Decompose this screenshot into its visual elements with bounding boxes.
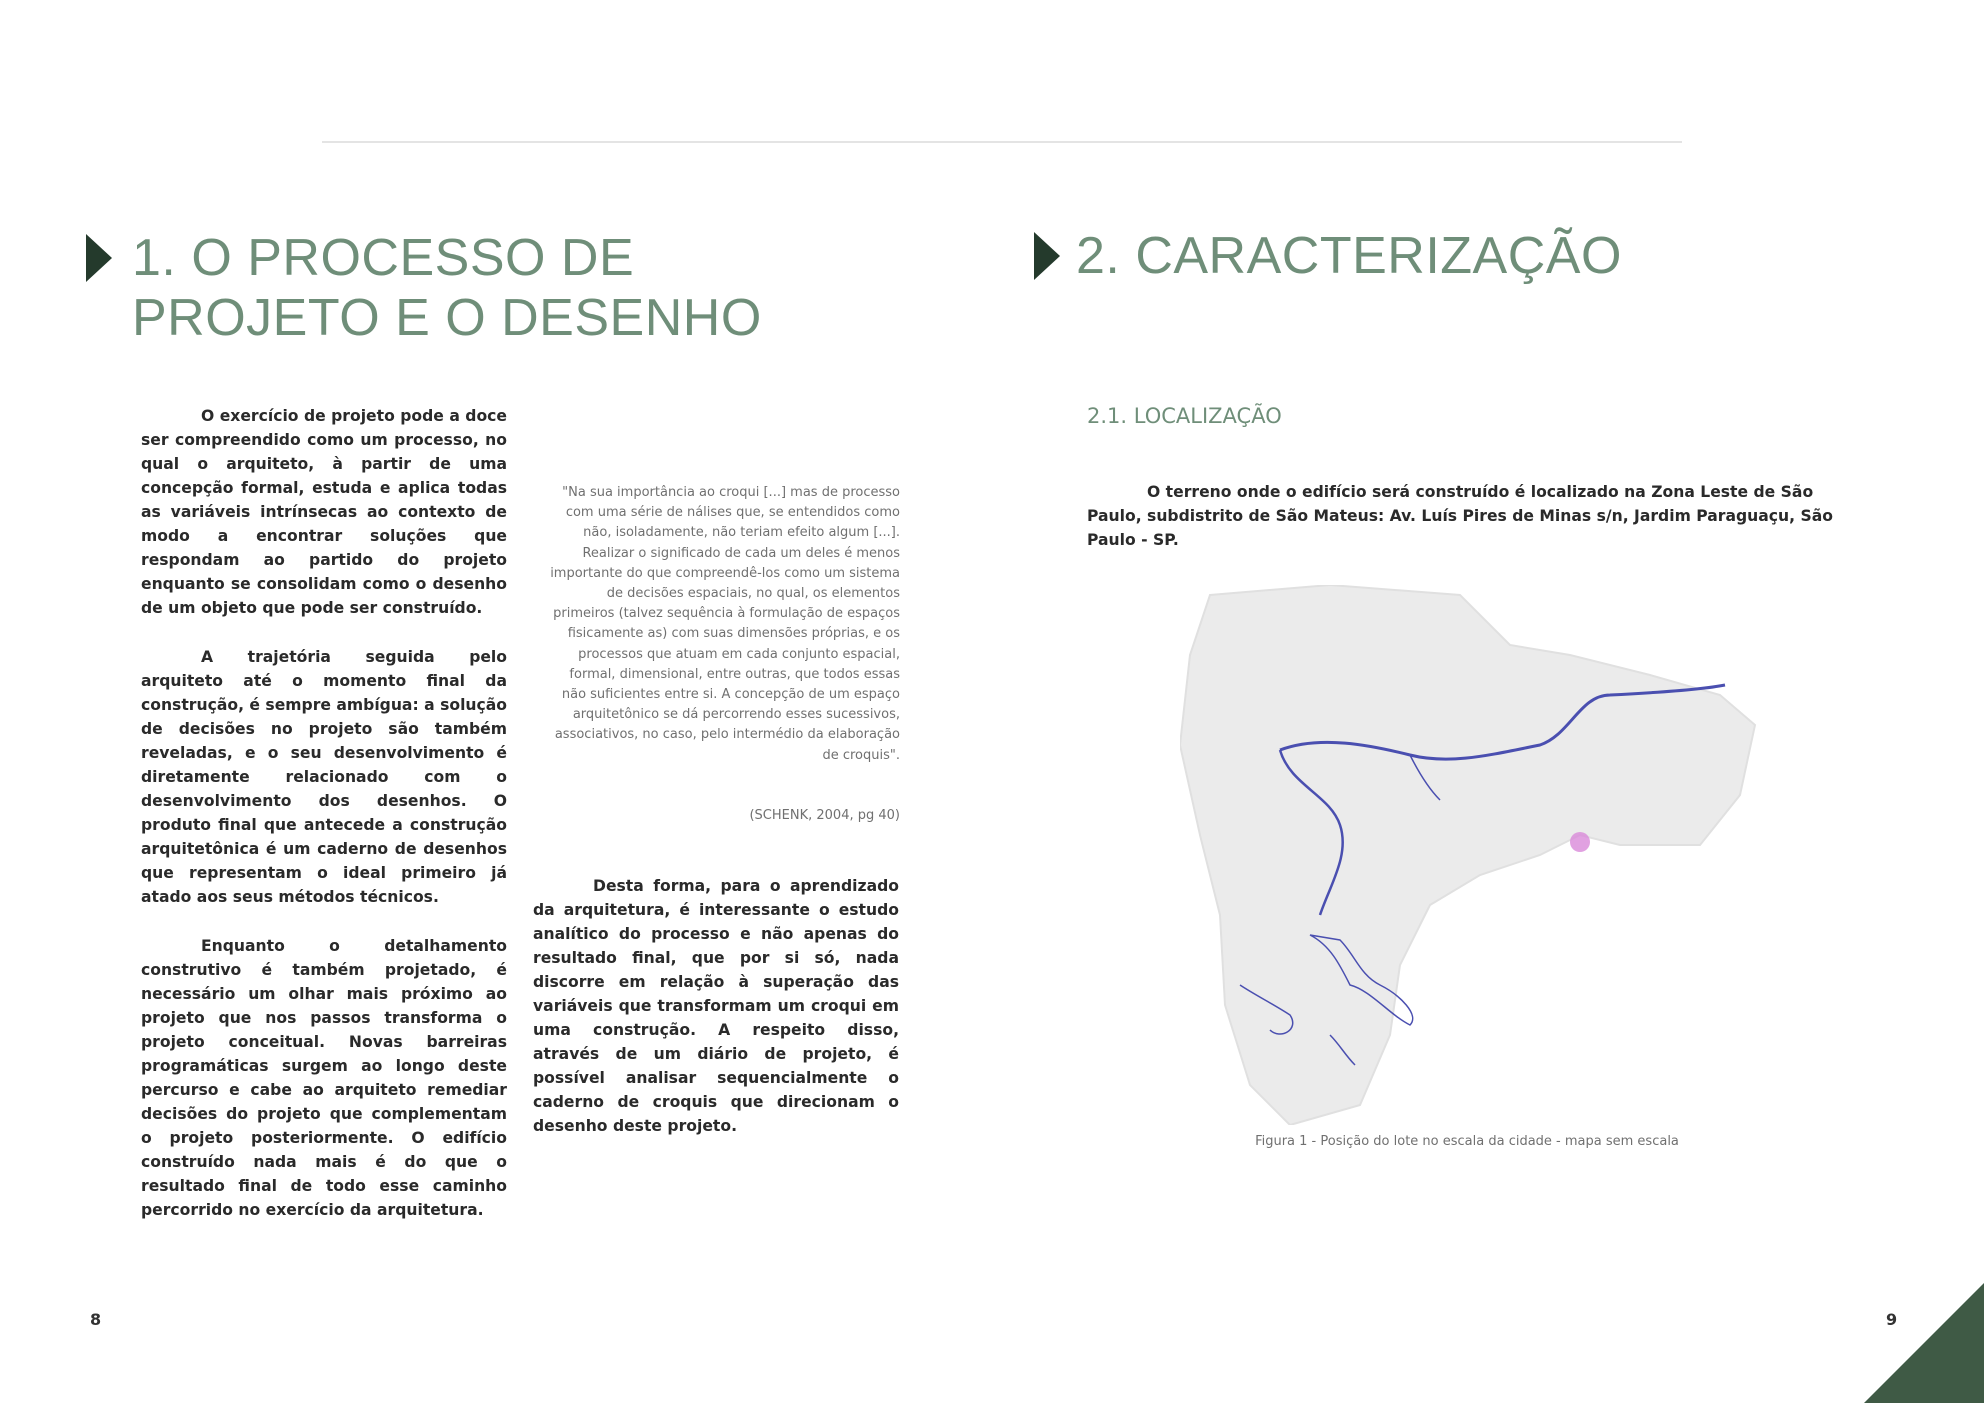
section-marker-icon xyxy=(86,234,112,282)
page-number-left: 8 xyxy=(90,1310,102,1329)
section-marker-icon xyxy=(1034,232,1060,280)
section-title-1-line2: PROJETO E O DESENHO xyxy=(132,289,762,347)
corner-decoration xyxy=(1864,1283,1984,1403)
body-paragraph: O exercício de projeto pode a doce ser compreendido como um processo, no qual o arquiteto, à partir de uma concepção formal, estuda e aplica todas as variáveis intrínsecas ao contexto de modo a encontrar soluções que respondam ao partido do projeto enquanto se consolidam como o desenho de um objeto que pode ser construído. xyxy=(141,407,507,617)
site-marker xyxy=(1570,832,1590,852)
city-map-land xyxy=(1180,585,1755,1125)
section-title-2: 2. CARACTERIZAÇÃO xyxy=(1076,227,1622,285)
body-paragraph: Enquanto o detalhamento construtivo é também projetado, é necessário um olhar mais próximo ao projeto que nos passos transforma o projeto conceitual. Novas barreiras programáticas surgem ao longo deste percurso e cabe ao arquiteto remediar decisões do projeto que complementam o projeto posteriormente. O edifício construído nada mais é do que o resultado final de todo esse caminho percorrido no exercício da arquitetura. xyxy=(141,937,507,1219)
figure-caption: Figura 1 - Posição do lote no escala da cidade - mapa sem escala xyxy=(1255,1134,1679,1149)
quote-citation: (SCHENK, 2004, pg 40) xyxy=(749,808,900,823)
body-paragraph: Desta forma, para o aprendizado da arquitetura, é interessante o estudo analítico do processo e não apenas do resultado final, que por si só, nada discorre em relação à superação das variáveis que transformam um croqui em uma construção. A respeito disso, através de um diário de projeto, é possível analisar sequencialmente o caderno de croquis que direcionam o desenho deste projeto. xyxy=(533,877,899,1135)
location-paragraph: O terreno onde o edifício será construído é localizado na Zona Leste de São Paulo, subdistrito de São Mateus: Av. Luís Pires de Minas s/n, Jardim Paraguaçu, São Paulo - SP. xyxy=(1087,483,1833,549)
block-quote: "Na sua importância ao croqui [...] mas de processo com uma série de nálises que, se entendidos como não, isoladamente, não teriam efeito algum [...]. Realizar o significado de cada um deles é menos importante do que compreendê-los como um sistema de decisões espaciais, no qual, os elementos primeiros (talvez sequência à formulação de espaços fisicamente as) com suas dimensões próprias, e os processos que atuam em cada conjunto espacial, formal, dimensional, entre outras, que todos essas não suficientes entre si. A concepção de um espaço arquitetônico se dá percorrendo esses sucessivos, associativos, no caso, pelo intermédio da elaboração de croquis". xyxy=(550,485,900,763)
section-title-1-line1: 1. O PROCESSO DE xyxy=(132,229,635,287)
header-divider xyxy=(322,141,1682,143)
body-paragraph: A trajetória seguida pelo arquiteto até o momento final da construção, é sempre ambígua: a solução de decisões no projeto são também reveladas, e o seu desenvolvimento é diretamente relacionado com o desenvolvimento dos desenhos. O produto final que antecede a construção arquitetônica é um caderno de desenhos que representam o ideal primeiro já atado aos seus métodos técnicos. xyxy=(141,648,507,906)
city-location-map xyxy=(1180,585,1760,1125)
section-title-1 xyxy=(132,228,762,348)
page-number-right: 9 xyxy=(1886,1310,1898,1329)
subsection-heading: 2.1. LOCALIZAÇÃO xyxy=(1087,404,1282,428)
